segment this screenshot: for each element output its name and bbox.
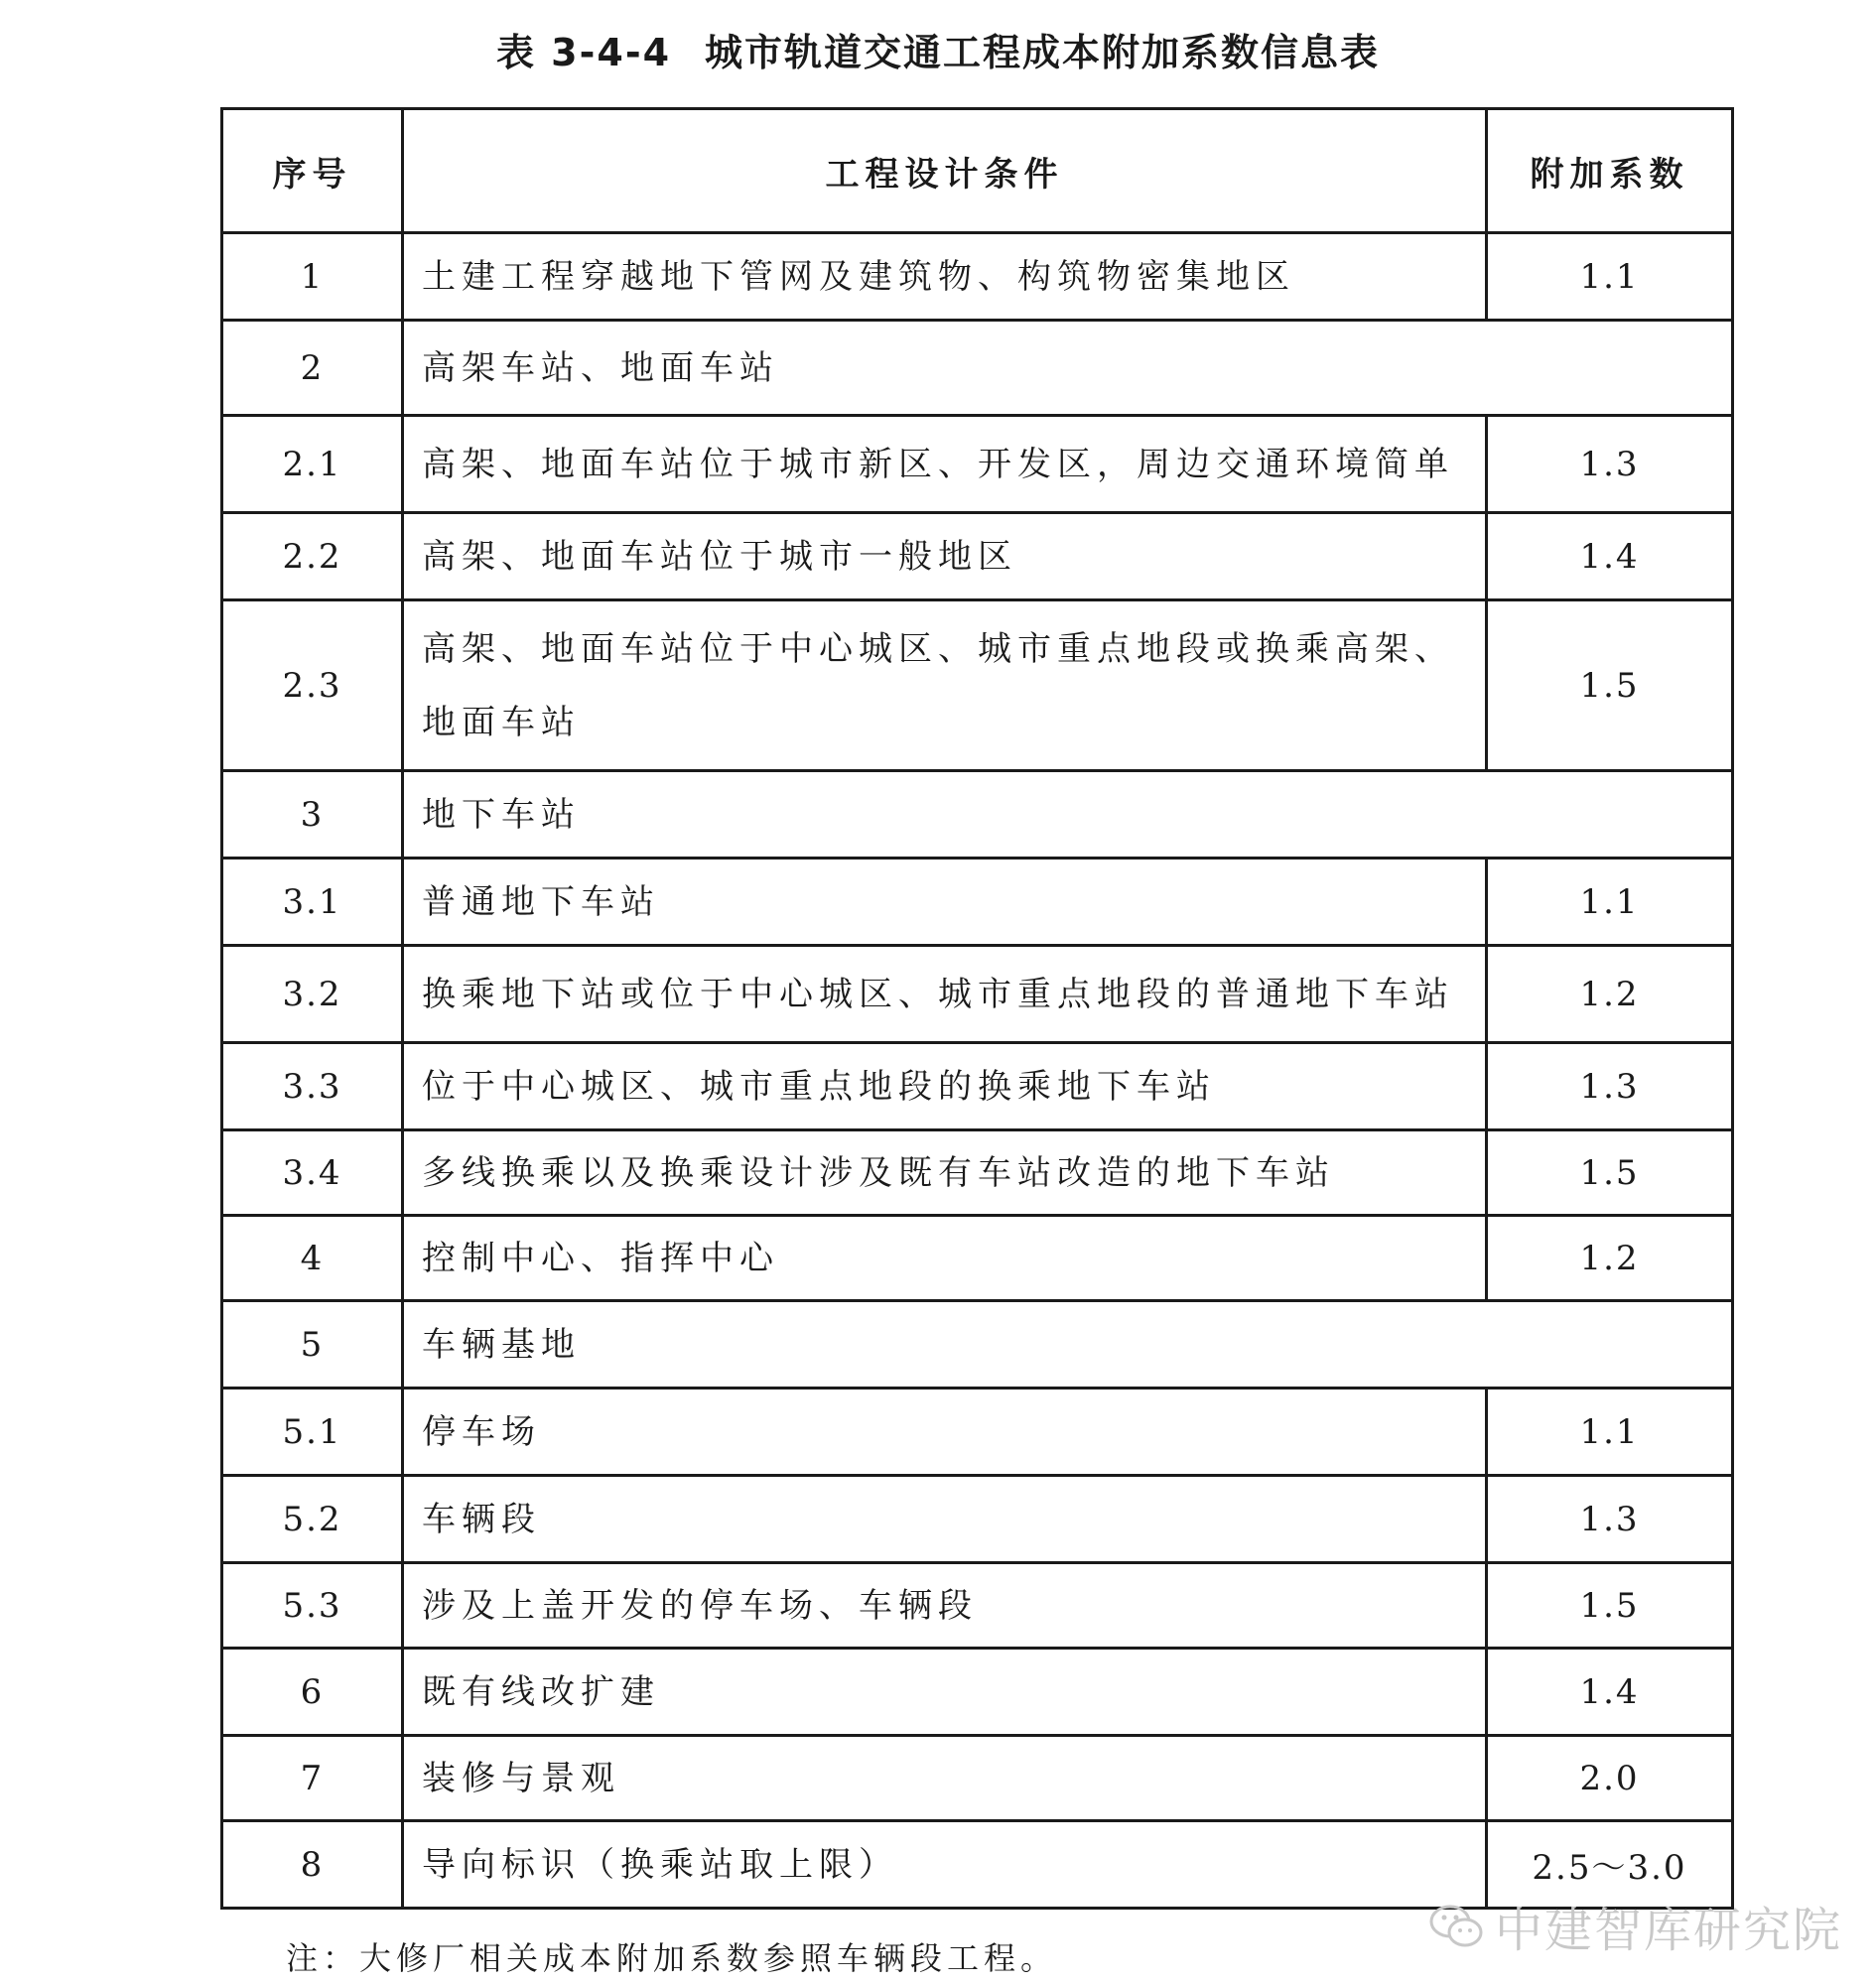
row-coefficient: 2.0 [1487, 1736, 1733, 1821]
table-title [0, 22, 1876, 76]
row-no: 3.4 [222, 1130, 403, 1216]
row-no: 2.2 [222, 513, 403, 600]
row-condition: 高架、地面车站位于城市新区、开发区，周边交通环境简单 [403, 416, 1487, 513]
table-row [222, 1216, 1733, 1301]
row-condition: 涉及上盖开发的停车场、车辆段 [403, 1563, 1487, 1649]
row-no: 2 [222, 321, 403, 416]
row-no: 3.2 [222, 946, 403, 1043]
row-no: 8 [222, 1821, 403, 1909]
row-condition: 既有线改扩建 [403, 1649, 1487, 1736]
row-condition: 高架、地面车站位于城市一般地区 [403, 513, 1487, 600]
row-condition: 位于中心城区、城市重点地段的换乘地下车站 [403, 1043, 1487, 1130]
table-header-row [222, 109, 1733, 233]
row-coefficient: 1.5 [1487, 1563, 1733, 1649]
row-condition: 车辆基地 [403, 1301, 1733, 1389]
watermark-text: 中建智库研究院 [1495, 1903, 1843, 1958]
row-coefficient: 1.3 [1487, 416, 1733, 513]
table-row [222, 1389, 1733, 1476]
row-coefficient: 1.1 [1487, 233, 1733, 321]
row-coefficient: 1.1 [1487, 1389, 1733, 1476]
row-no: 4 [222, 1216, 403, 1301]
row-condition: 换乘地下站或位于中心城区、城市重点地段的普通地下车站 [403, 946, 1487, 1043]
table-row [222, 321, 1733, 416]
row-no: 5 [222, 1301, 403, 1389]
table-title-text: 城市轨道交通工程成本附加系数信息表 [705, 31, 1381, 74]
row-no: 5.1 [222, 1389, 403, 1476]
wechat-icon [1429, 1903, 1485, 1950]
table-row [222, 1649, 1733, 1736]
row-condition: 多线换乘以及换乘设计涉及既有车站改造的地下车站 [403, 1130, 1487, 1216]
row-condition: 高架车站、地面车站 [403, 321, 1733, 416]
table-row [222, 233, 1733, 321]
table-row [222, 946, 1733, 1043]
table-row [222, 1043, 1733, 1130]
row-condition: 控制中心、指挥中心 [403, 1216, 1487, 1301]
table-row [222, 1301, 1733, 1389]
row-no: 3.3 [222, 1043, 403, 1130]
watermark [1429, 1892, 1842, 1960]
row-condition: 车辆段 [403, 1476, 1487, 1563]
row-condition: 高架、地面车站位于中心城区、城市重点地段或换乘高架、地面车站 [403, 600, 1487, 771]
row-coefficient: 1.1 [1487, 859, 1733, 946]
row-coefficient: 1.2 [1487, 946, 1733, 1043]
table-row [222, 416, 1733, 513]
row-coefficient: 1.3 [1487, 1476, 1733, 1563]
row-coefficient: 1.4 [1487, 513, 1733, 600]
row-coefficient: 1.5 [1487, 1130, 1733, 1216]
row-condition: 导向标识（换乘站取上限） [403, 1821, 1487, 1909]
row-condition: 土建工程穿越地下管网及建筑物、构筑物密集地区 [403, 233, 1487, 321]
table-row [222, 1563, 1733, 1649]
table-row [222, 859, 1733, 946]
row-no: 5.3 [222, 1563, 403, 1649]
row-no: 2.3 [222, 600, 403, 771]
header-condition: 工程设计条件 [403, 109, 1487, 233]
row-no: 7 [222, 1736, 403, 1821]
row-no: 5.2 [222, 1476, 403, 1563]
row-coefficient: 1.3 [1487, 1043, 1733, 1130]
row-no: 3.1 [222, 859, 403, 946]
row-condition: 装修与景观 [403, 1736, 1487, 1821]
table-row [222, 1476, 1733, 1563]
row-condition: 停车场 [403, 1389, 1487, 1476]
row-coefficient: 2.5～3.0 [1487, 1821, 1733, 1909]
table-note: 注：大修厂相关成本附加系数参照车辆段工程。 [286, 1939, 1058, 1977]
table-row [222, 1130, 1733, 1216]
coefficient-table [220, 107, 1734, 1910]
row-no: 2.1 [222, 416, 403, 513]
row-coefficient: 1.5 [1487, 600, 1733, 771]
row-condition: 普通地下车站 [403, 859, 1487, 946]
row-no: 6 [222, 1649, 403, 1736]
header-coefficient: 附加系数 [1487, 109, 1733, 233]
table-row [222, 513, 1733, 600]
table-row [222, 600, 1733, 771]
row-no: 3 [222, 771, 403, 859]
row-coefficient: 1.2 [1487, 1216, 1733, 1301]
table-row [222, 1736, 1733, 1821]
table-number: 表 3-4-4 [495, 31, 672, 74]
header-no: 序号 [222, 109, 403, 233]
table-row [222, 771, 1733, 859]
row-no: 1 [222, 233, 403, 321]
row-coefficient: 1.4 [1487, 1649, 1733, 1736]
row-condition: 地下车站 [403, 771, 1733, 859]
